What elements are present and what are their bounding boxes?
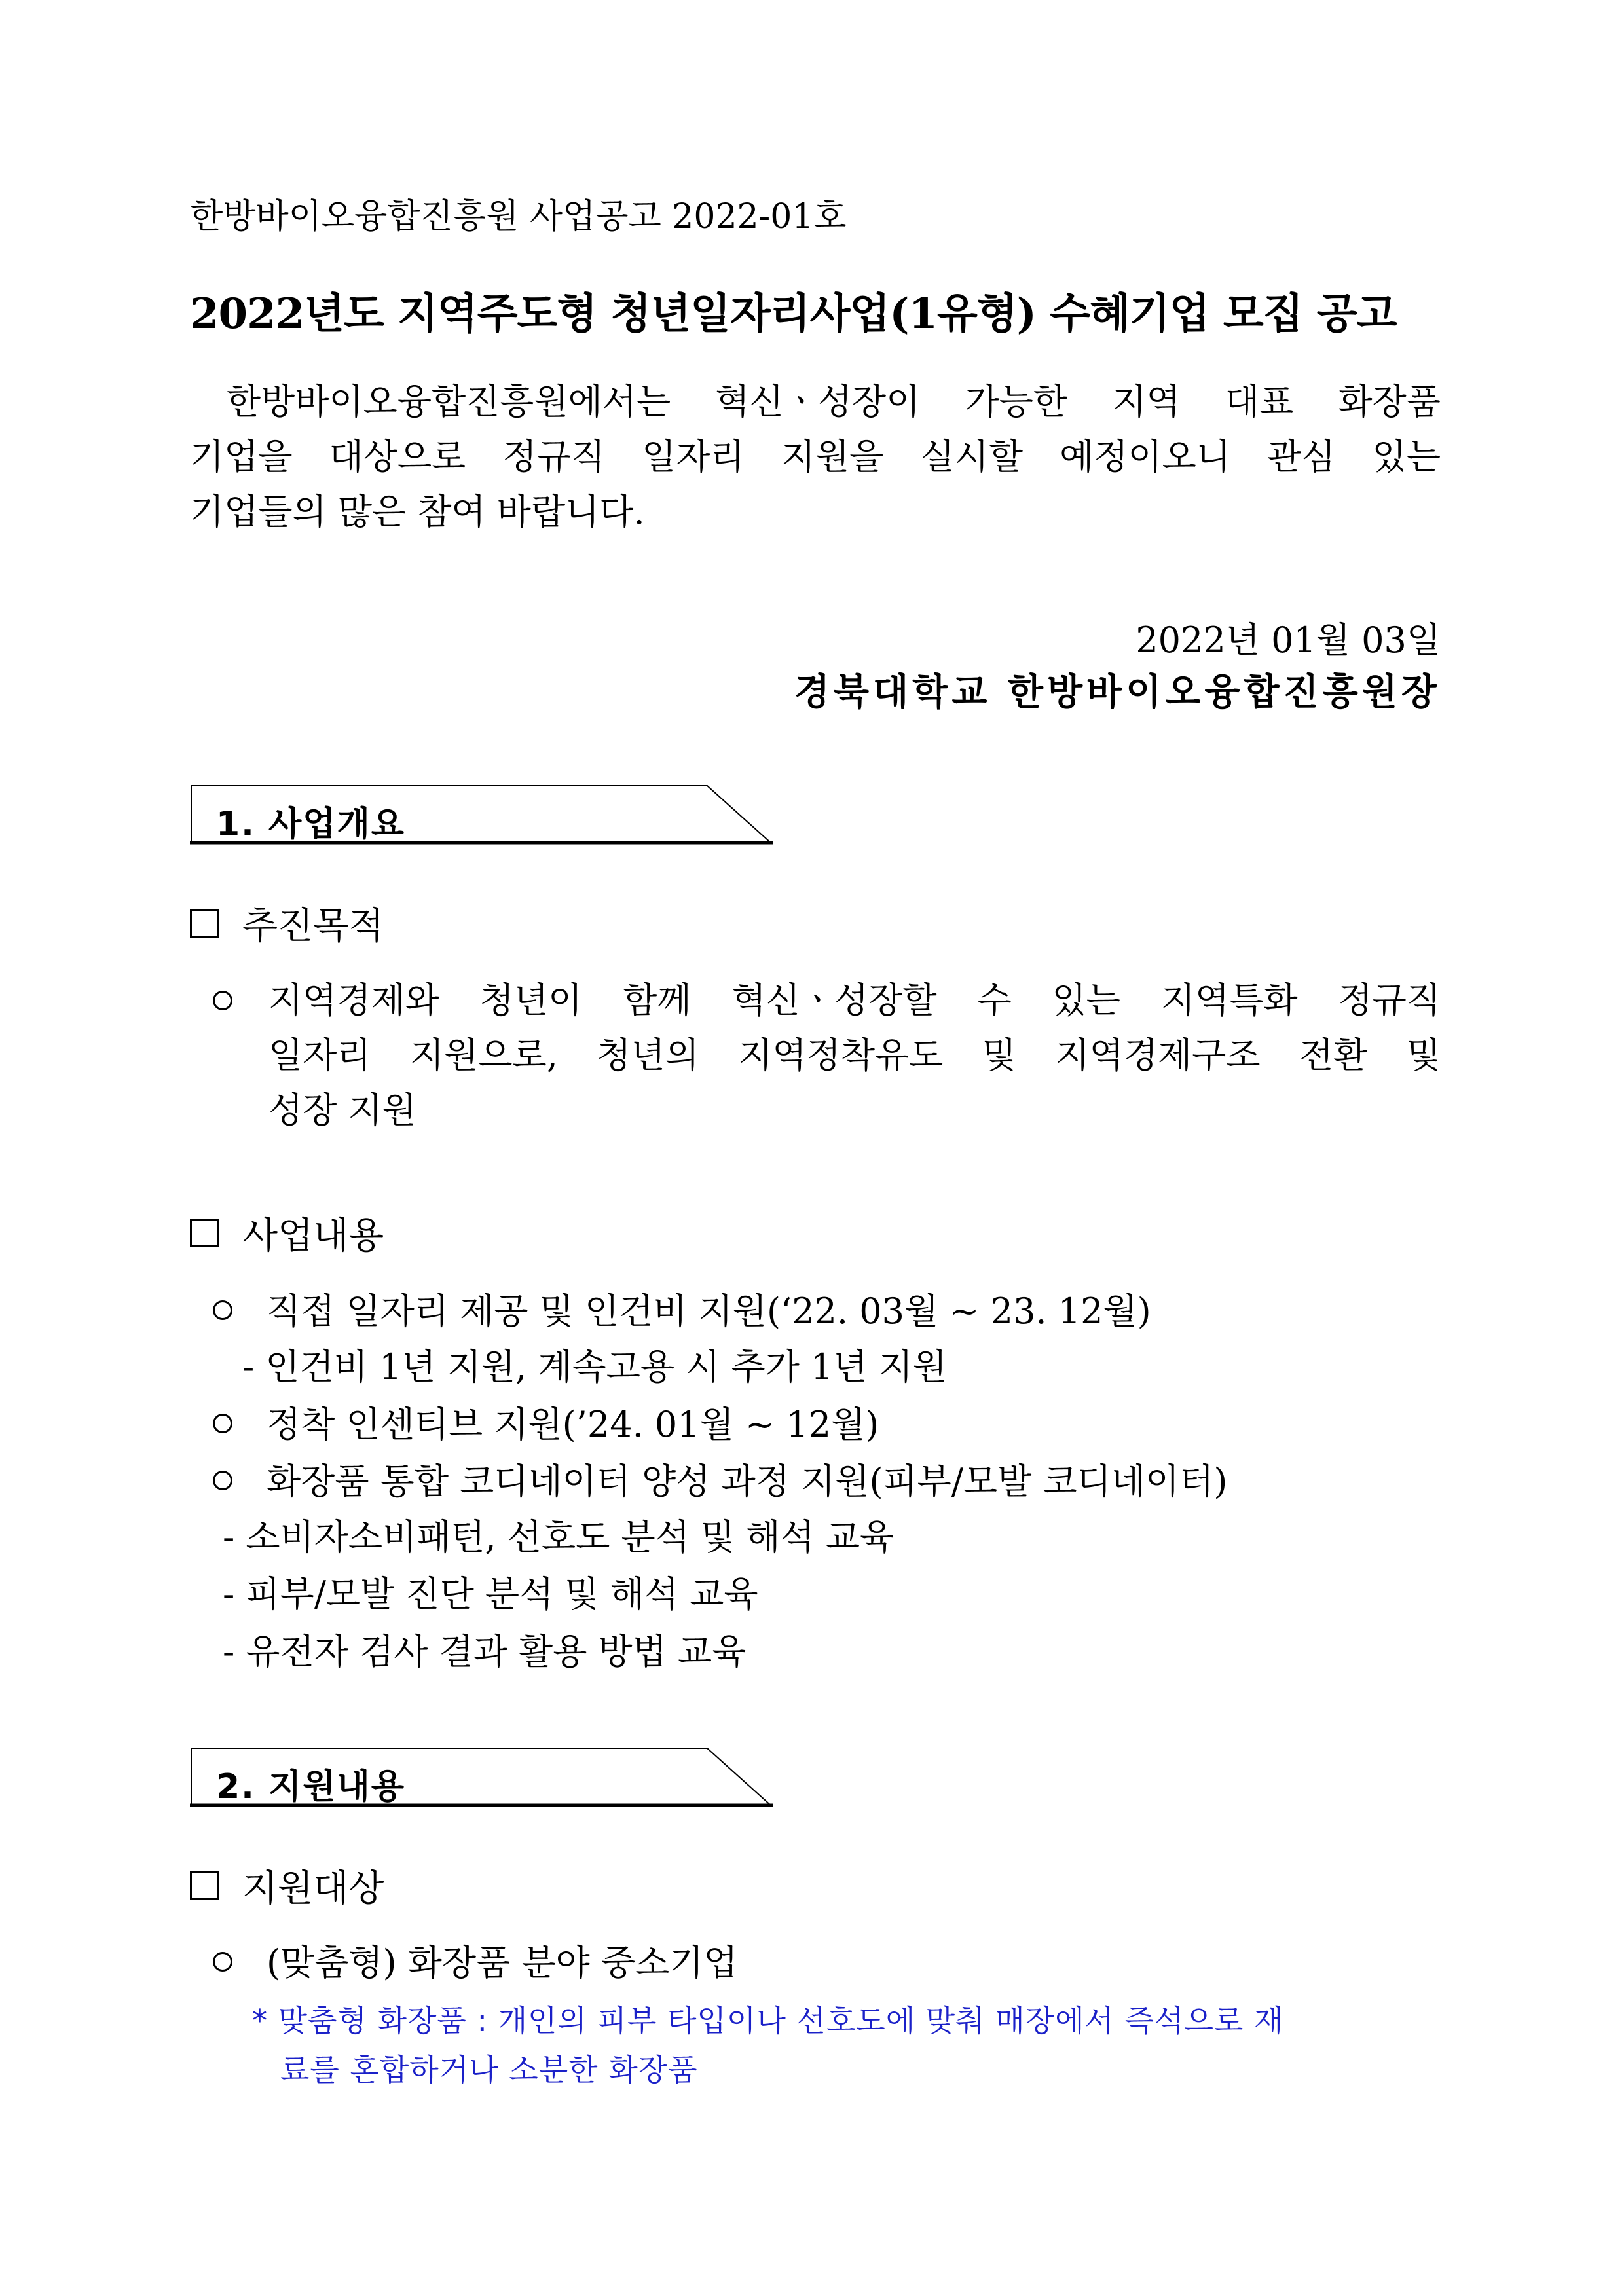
section-1-header: [190, 784, 773, 845]
circle-bullet-icon: [213, 991, 232, 1010]
circle-bullet-icon: [213, 1471, 232, 1490]
announcement-date: 2022년 01월 03일: [1135, 619, 1441, 661]
content-item: [213, 1397, 879, 1447]
target-item-text: (맞춤형) 화장품 분야 중소기업: [267, 1942, 738, 1983]
target-heading-label: 지원대상: [242, 1867, 384, 1910]
purpose-line: 지역경제와 청년이 함께 혁신ㆍ성장할 수 있는 지역특화 정규직: [268, 980, 1441, 1021]
target-heading: [190, 1860, 384, 1912]
target-item: [213, 1935, 738, 1985]
content-item: [213, 1283, 1151, 1334]
notice-number: 한방바이오융합진흥원 사업공고 2022-01호: [190, 197, 847, 236]
checkbox-square-icon: [190, 909, 219, 938]
purpose-line: 성장 지원: [268, 1090, 416, 1131]
intro-line: 한방바이오융합진흥원에서는 혁신ㆍ성장이 가능한 지역 대표 화장품: [227, 381, 1441, 422]
circle-bullet-icon: [213, 1300, 232, 1320]
content-heading-label: 사업내용: [242, 1215, 384, 1257]
circle-bullet-icon: [213, 1414, 232, 1433]
circle-bullet-icon: [213, 1952, 232, 1972]
content-item: [213, 1454, 1227, 1504]
section-2-title: 2. 지원내용: [216, 1767, 405, 1807]
content-item-text: 직접 일자리 제공 및 인건비 지원(‘22. 03월 ~ 23. 12월): [267, 1291, 1151, 1332]
content-subitem: - 유전자 검사 결과 활용 방법 교육: [223, 1631, 747, 1672]
intro-paragraph: [190, 375, 1441, 540]
content-heading: [190, 1207, 384, 1259]
checkbox-square-icon: [190, 1219, 219, 1247]
issuer-name: 경북대학교 한방바이오융합진흥원장: [794, 670, 1441, 714]
purpose-heading: [190, 897, 384, 949]
definition-note-line: * 맞춤형 화장품 : 개인의 피부 타입이나 선호도에 맞춰 매장에서 즉석으로 재: [252, 2003, 1284, 2038]
purpose-heading-label: 추진목적: [242, 905, 384, 947]
purpose-bullet: [213, 981, 267, 1022]
section-2-header: [190, 1747, 773, 1807]
definition-note-line: 료를 혼합하거나 소분한 화장품: [280, 2052, 698, 2087]
intro-line: 기업들의 많은 참여 바랍니다.: [190, 491, 645, 532]
content-subitem: - 피부/모발 진단 분석 및 해석 교육: [223, 1573, 758, 1615]
page-title: 2022년도 지역주도형 청년일자리사업(1유형) 수혜기업 모집 공고: [190, 289, 1397, 339]
content-item-text: 화장품 통합 코디네이터 양성 과정 지원(피부/모발 코디네이터): [267, 1461, 1228, 1502]
purpose-line: 일자리 지원으로, 청년의 지역정착유도 및 지역경제구조 전환 및: [268, 1035, 1441, 1076]
content-subitem: - 인건비 1년 지원, 계속고용 시 추가 1년 지원: [242, 1346, 948, 1387]
intro-line: 기업을 대상으로 정규직 일자리 지원을 실시할 예정이오니 관심 있는: [190, 436, 1441, 477]
purpose-text: [268, 973, 1441, 1138]
content-subitem: - 소비자소비패턴, 선호도 분석 및 해석 교육: [223, 1516, 895, 1558]
section-1-title: 1. 사업개요: [216, 805, 405, 844]
checkbox-square-icon: [190, 1871, 219, 1900]
content-item-text: 정착 인센티브 지원(’24. 01월 ~ 12월): [267, 1404, 879, 1445]
